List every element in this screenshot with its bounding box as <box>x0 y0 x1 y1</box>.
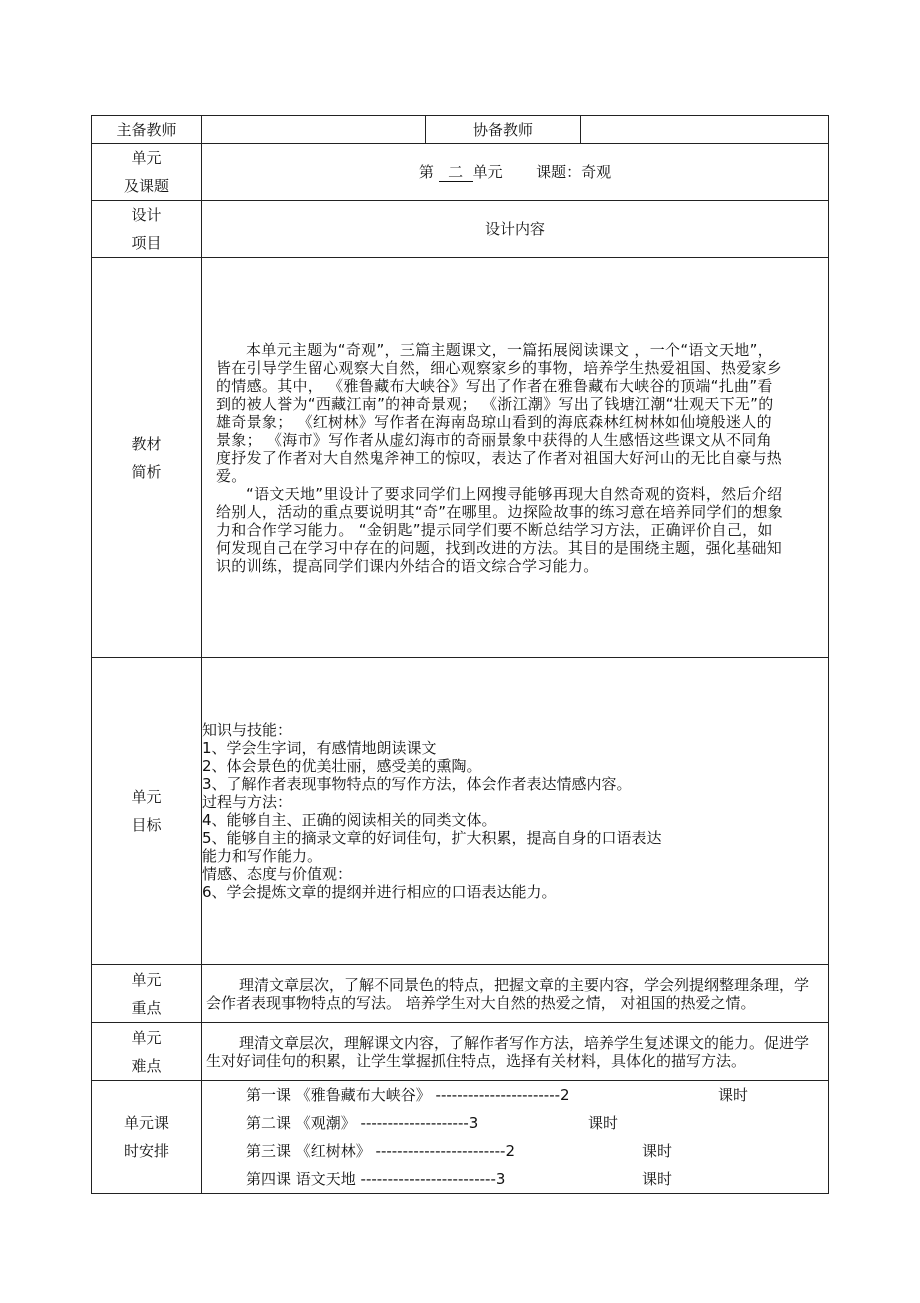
schedule-label-line1: 单元课 <box>123 1114 169 1132</box>
goal-line: 情感、态度与价值观： <box>202 865 353 883</box>
goals-label <box>92 658 202 965</box>
lesson-text: 第二课 《观潮》 --------------------3 <box>246 1114 479 1132</box>
difficulties-label-line1: 单元 <box>131 1028 162 1047</box>
schedule-row <box>92 1081 829 1194</box>
lesson-text: 第一课 《雅鲁藏布大峡谷》 -----------------------2 <box>246 1086 570 1104</box>
analysis-label-line2: 简析 <box>131 462 162 481</box>
schedule-lesson <box>202 1109 828 1137</box>
topic-value: 奇观 <box>581 162 612 181</box>
schedule-content <box>202 1081 829 1194</box>
unit-label <box>92 144 202 201</box>
unit-number: 二 <box>439 163 473 182</box>
schedule-label-line2: 时安排 <box>123 1142 169 1160</box>
design-label-line2: 项目 <box>131 234 162 252</box>
lesson-unit: 课时 <box>588 1114 619 1132</box>
goals-label-line1: 单元 <box>131 788 162 806</box>
difficulties-content <box>202 1023 829 1081</box>
goals-row <box>92 658 829 965</box>
lesson-unit: 课时 <box>642 1170 673 1188</box>
unit-title <box>202 144 829 201</box>
goal-line: 知识与技能： <box>202 721 293 739</box>
lead-teacher-value <box>202 116 426 144</box>
design-label <box>92 201 202 258</box>
goal-line: 5、能够自主的摘录文章的好词佳句，扩大积累，提高自身的口语表达 <box>202 829 662 847</box>
schedule-lesson <box>202 1137 828 1165</box>
unit-suffix: 单元 <box>472 162 503 181</box>
unit-label-line2: 及课题 <box>123 177 169 195</box>
unit-row <box>92 144 829 201</box>
goals-content <box>202 658 829 965</box>
lead-teacher-label: 主备教师 <box>92 116 202 144</box>
keypoints-text: 理清文章层次，了解不同景色的特点，把握文章的主要内容，学会列提纲整理条理，学会作者表现事物特点的写法。 培养学生对大自然的热爱之情， 对祖国的热爱之情。 <box>206 975 810 1012</box>
keypoints-label-line1: 单元 <box>131 970 162 989</box>
analysis-row <box>92 258 829 658</box>
lesson-plan-table <box>91 115 829 1194</box>
goal-line: 6、学会提炼文章的提纲并进行相应的口语表达能力。 <box>202 883 557 901</box>
difficulties-text: 理清文章层次，理解课文内容，了解作者写作方法，培养学生复述课文的能力。促进学生对好词佳句的积累，让学生掌握抓住特点，选择有关材料，具体化的描写方法。 <box>206 1033 810 1070</box>
lesson-unit: 课时 <box>642 1142 673 1160</box>
difficulties-row <box>92 1023 829 1081</box>
keypoints-label-line2: 重点 <box>131 998 162 1017</box>
goal-line: 过程与方法： <box>202 793 293 811</box>
assist-teacher-label: 协备教师 <box>426 116 581 144</box>
design-label-line1: 设计 <box>131 206 162 224</box>
keypoints-row <box>92 965 829 1023</box>
topic-label: 课题： <box>536 162 582 181</box>
difficulties-label <box>92 1023 202 1081</box>
goals-label-line2: 目标 <box>131 816 162 834</box>
analysis-label-line1: 教材 <box>131 434 162 453</box>
schedule-label <box>92 1081 202 1194</box>
goal-line: 4、能够自主、正确的阅读相关的同类文体。 <box>202 811 497 829</box>
schedule-lesson <box>202 1165 828 1193</box>
goal-line: 能力和写作能力。 <box>202 847 323 865</box>
design-content-heading: 设计内容 <box>202 201 829 258</box>
teacher-row <box>92 116 829 144</box>
analysis-label <box>92 258 202 658</box>
unit-label-line1: 单元 <box>131 149 162 167</box>
keypoints-label <box>92 965 202 1023</box>
analysis-paragraph: “语文天地”里设计了要求同学们上网搜寻能够再现大自然奇观的资料，然后介绍给别人，活动的重点要说明其“奇”在哪里。边探险故事的练习意在培养同学们的想象力和合作学习能力。 “金钥匙”提示同学们要不断总结学习方法，正确评价自己，如何发现自己在学习中存在的问题，找到改进的方法。其目的是围绕主题，强化基础知识的训练，提高同学们课内外结合的语文综合学习能力。 <box>216 484 783 575</box>
schedule-lesson <box>202 1081 828 1109</box>
goal-line: 3、了解作者表现事物特点的写作方法，体会作者表达情感内容。 <box>202 775 632 793</box>
goal-line: 2、体会景色的优美壮丽，感受美的熏陶。 <box>202 757 482 775</box>
analysis-content <box>202 258 829 658</box>
lesson-text: 第三课 《红树林》 ------------------------2 <box>246 1142 515 1160</box>
lesson-unit: 课时 <box>718 1086 749 1104</box>
lesson-text: 第四课 语文天地 -------------------------3 <box>246 1170 506 1188</box>
design-row <box>92 201 829 258</box>
assist-teacher-value <box>581 116 829 144</box>
goal-line: 1、学会生字词，有感情地朗读课文 <box>202 739 437 757</box>
unit-prefix: 第 <box>418 162 434 181</box>
difficulties-label-line2: 难点 <box>131 1056 162 1075</box>
analysis-paragraph: 本单元主题为“奇观”，三篇主题课文，一篇拓展阅读课文 ，一个“语文天地”，皆在引导学生留心观察大自然，细心观察家乡的事物，培养学生热爱祖国、热爱家乡的情感。其中， 《雅鲁藏布大峡谷》写出了作者在雅鲁藏布大峡谷的顶端“扎曲”看到的被人誉为“西藏江南”的神奇景观； 《浙江潮》写出了钱塘江潮“壮观天下无”的雄奇景象； 《红树林》写作者在海南岛琼山看到的海底森林红树林如仙境般迷人的景象； 《海市》写作者从虚幻海市的奇丽景象中获得的人生感悟这些课文从不同角度抒发了作者对大自然鬼斧神工的惊叹，表达了作者对祖国大好河山的无比自豪与热爱。 <box>216 340 783 485</box>
keypoints-content <box>202 965 829 1023</box>
